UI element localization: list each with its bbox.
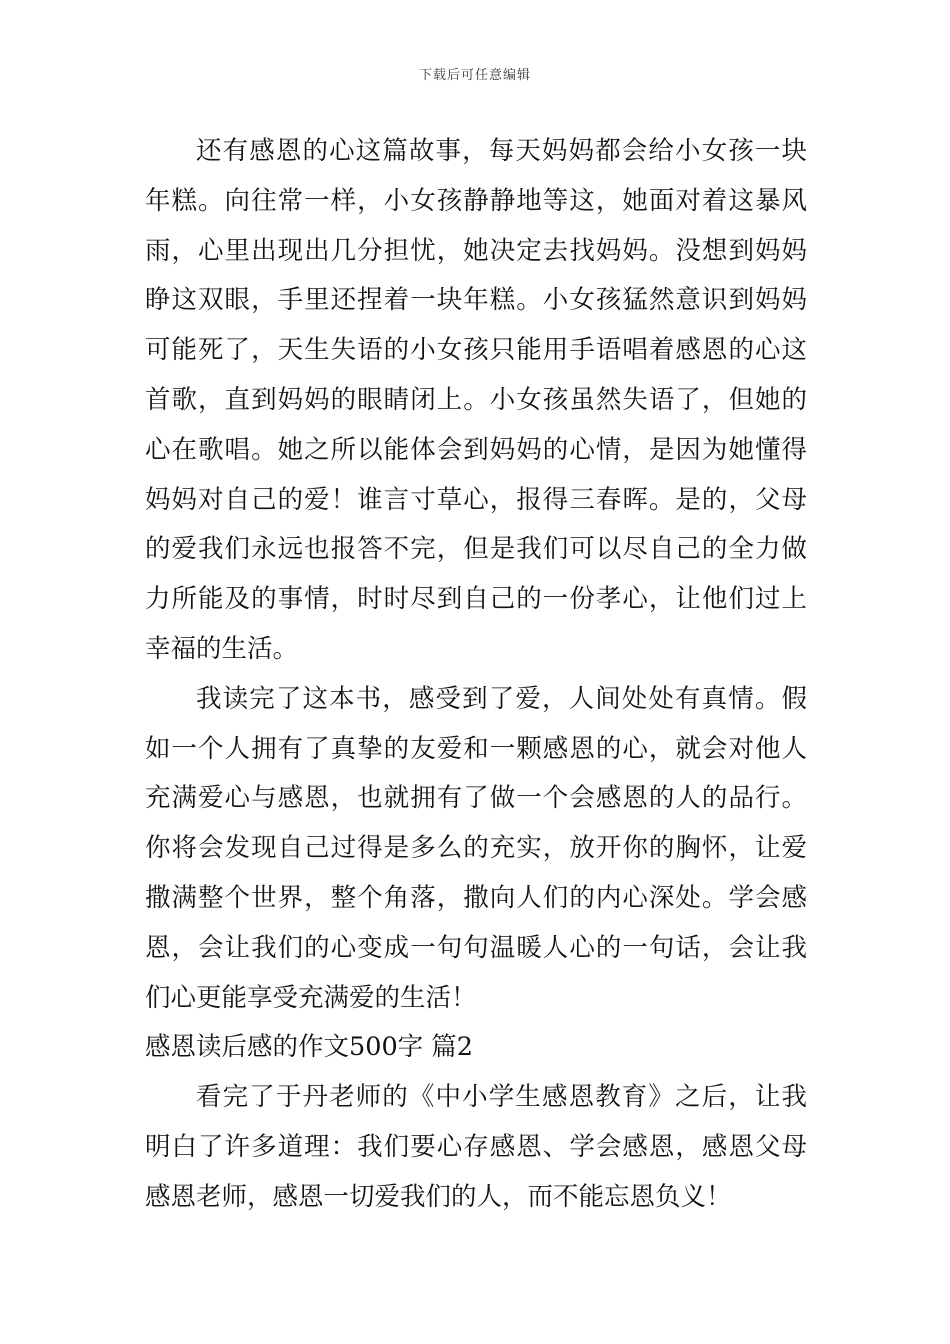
document-body [145, 127, 807, 1223]
paragraph: 还有感恩的心这篇故事，每天妈妈都会给小女孩一块年糕。向往常一样，小女孩静静地等这，她面对着这暴风雨，心里出现出几分担忧，她决定去找妈妈。没想到妈妈睁这双眼，手里还捏着一块年糕。小女孩猛然意识到妈妈可能死了，天生失语的小女孩只能用手语唱着感恩的心这首歌，直到妈妈的眼睛闭上。小女孩虽然失语了，但她的心在歌唱。她之所以能体会到妈妈的心情，是因为她懂得妈妈对自己的爱！谁言寸草心，报得三春晖。是的，父母的爱我们永远也报答不完，但是我们可以尽自己的全力做力所能及的事情，时时尽到自己的一份孝心，让他们过上幸福的生活。 [145, 136, 807, 664]
paragraph: 看完了于丹老师的《中小学生感恩教育》之后，让我明白了许多道理：我们要心存感恩、学会感恩，感恩父母感恩老师，感恩一切爱我们的人，而不能忘恩负义！ [145, 1082, 807, 1212]
section-title: 感恩读后感的作文500字 篇2 [145, 1032, 474, 1063]
page-header: 下载后可任意编辑 [418, 68, 531, 83]
paragraph: 我读完了这本书，感受到了爱，人间处处有真情。假如一个人拥有了真挚的友爱和一颗感恩的心，就会对他人充满爱心与感恩，也就拥有了做一个会感恩的人的品行。你将会发现自己过得是多么的充实，放开你的胸怀，让爱撒满整个世界，整个角落，撒向人们的内心深处。学会感恩，会让我们的心变成一句句温暖人心的一句话，会让我们心更能享受充满爱的生活！ [145, 683, 807, 1013]
